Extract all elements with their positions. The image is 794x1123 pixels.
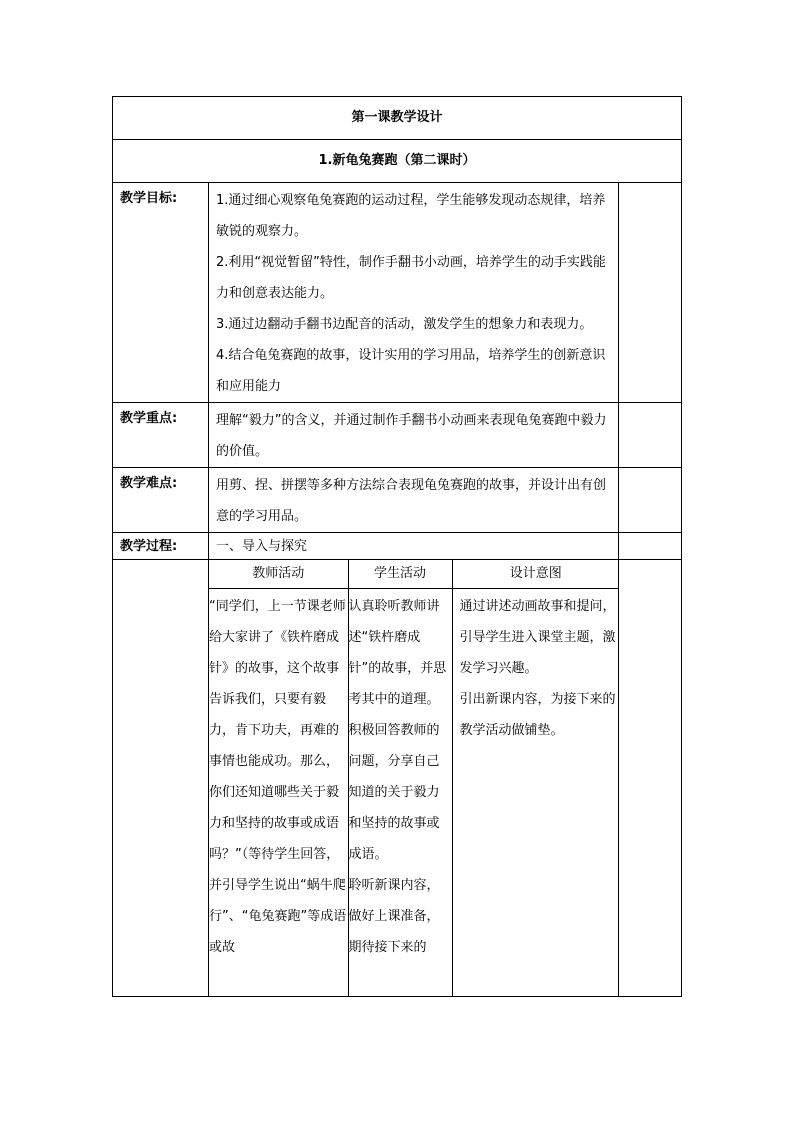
student-activity-item: 聆听新课内容，做好上课准备，期待接下来的 (348, 878, 440, 955)
activity-table-cell (209, 560, 619, 997)
key-points-label: 教学重点: (113, 403, 209, 468)
lesson-subtitle: 1.新龟兔赛跑（第二课时） (113, 140, 682, 183)
teacher-activity-text: “同学们，上一节课老师给大家讲了《铁杵磨成针》的故事，这个故事告诉我们，只要有毅力，肯下功夫，再难的事情也能成功。那么，你们还知道哪些关于毅力和坚持的故事或成语吗？”（等待学生回答，并引导学生说出“蜗牛爬行”、“龟兔赛跑”等成语或故 (209, 589, 348, 997)
difficulties-label: 教学难点: (113, 468, 209, 533)
blank-cell (113, 560, 209, 997)
design-intent-item: 引出新课内容，为接下来的教学活动做铺垫。 (459, 692, 616, 738)
column-header-teacher: 教师活动 (209, 560, 348, 589)
process-label: 教学过程: (113, 533, 209, 560)
objective-item: 3.通过边翻动手翻书边配音的活动，激发学生的想象力和表现力。 (216, 317, 593, 332)
student-activity-item: 积极回答教师的问题，分享自己知道的关于毅力和坚持的故事或成语。 (348, 723, 440, 862)
student-activity-cell (348, 589, 452, 997)
objective-item: 4.结合龟兔赛跑的故事，设计实用的学习用品，培养学生的创新意识和应用能力 (216, 348, 606, 394)
difficulties-text: 用剪、捏、拼摆等多种方法综合表现龟兔赛跑的故事，并设计出有创意的学习用品。 (209, 468, 619, 533)
column-header-intent: 设计意图 (452, 560, 619, 589)
blank-cell (619, 403, 682, 468)
document-title: 第一课教学设计 (113, 97, 682, 140)
blank-cell (619, 560, 682, 997)
design-intent-cell (452, 589, 619, 997)
objectives-content (209, 183, 619, 403)
blank-cell (619, 533, 682, 560)
lesson-plan-table (112, 96, 682, 997)
student-activity-item: 认真聆听教师讲述“铁杵磨成针”的故事，并思考其中的道理。 (348, 599, 447, 707)
design-intent-item: 通过讲述动画故事和提问，引导学生进入课堂主题，激发学习兴趣。 (459, 599, 616, 676)
blank-cell (619, 468, 682, 533)
objectives-label: 教学目标: (113, 183, 209, 403)
column-header-student: 学生活动 (348, 560, 452, 589)
objective-item: 1.通过细心观察龟兔赛跑的运动过程，学生能够发现动态规律，培养敏锐的观察力。 (216, 193, 606, 239)
key-points-text: 理解“毅力”的含义，并通过制作手翻书小动画来表现龟兔赛跑中毅力的价值。 (209, 403, 619, 468)
blank-cell (619, 183, 682, 403)
activity-table (209, 560, 619, 996)
process-section-title: 一、导入与探究 (209, 533, 619, 560)
objective-item: 2.利用“视觉暂留”特性，制作手翻书小动画，培养学生的动手实践能力和创意表达能力。 (216, 255, 606, 301)
